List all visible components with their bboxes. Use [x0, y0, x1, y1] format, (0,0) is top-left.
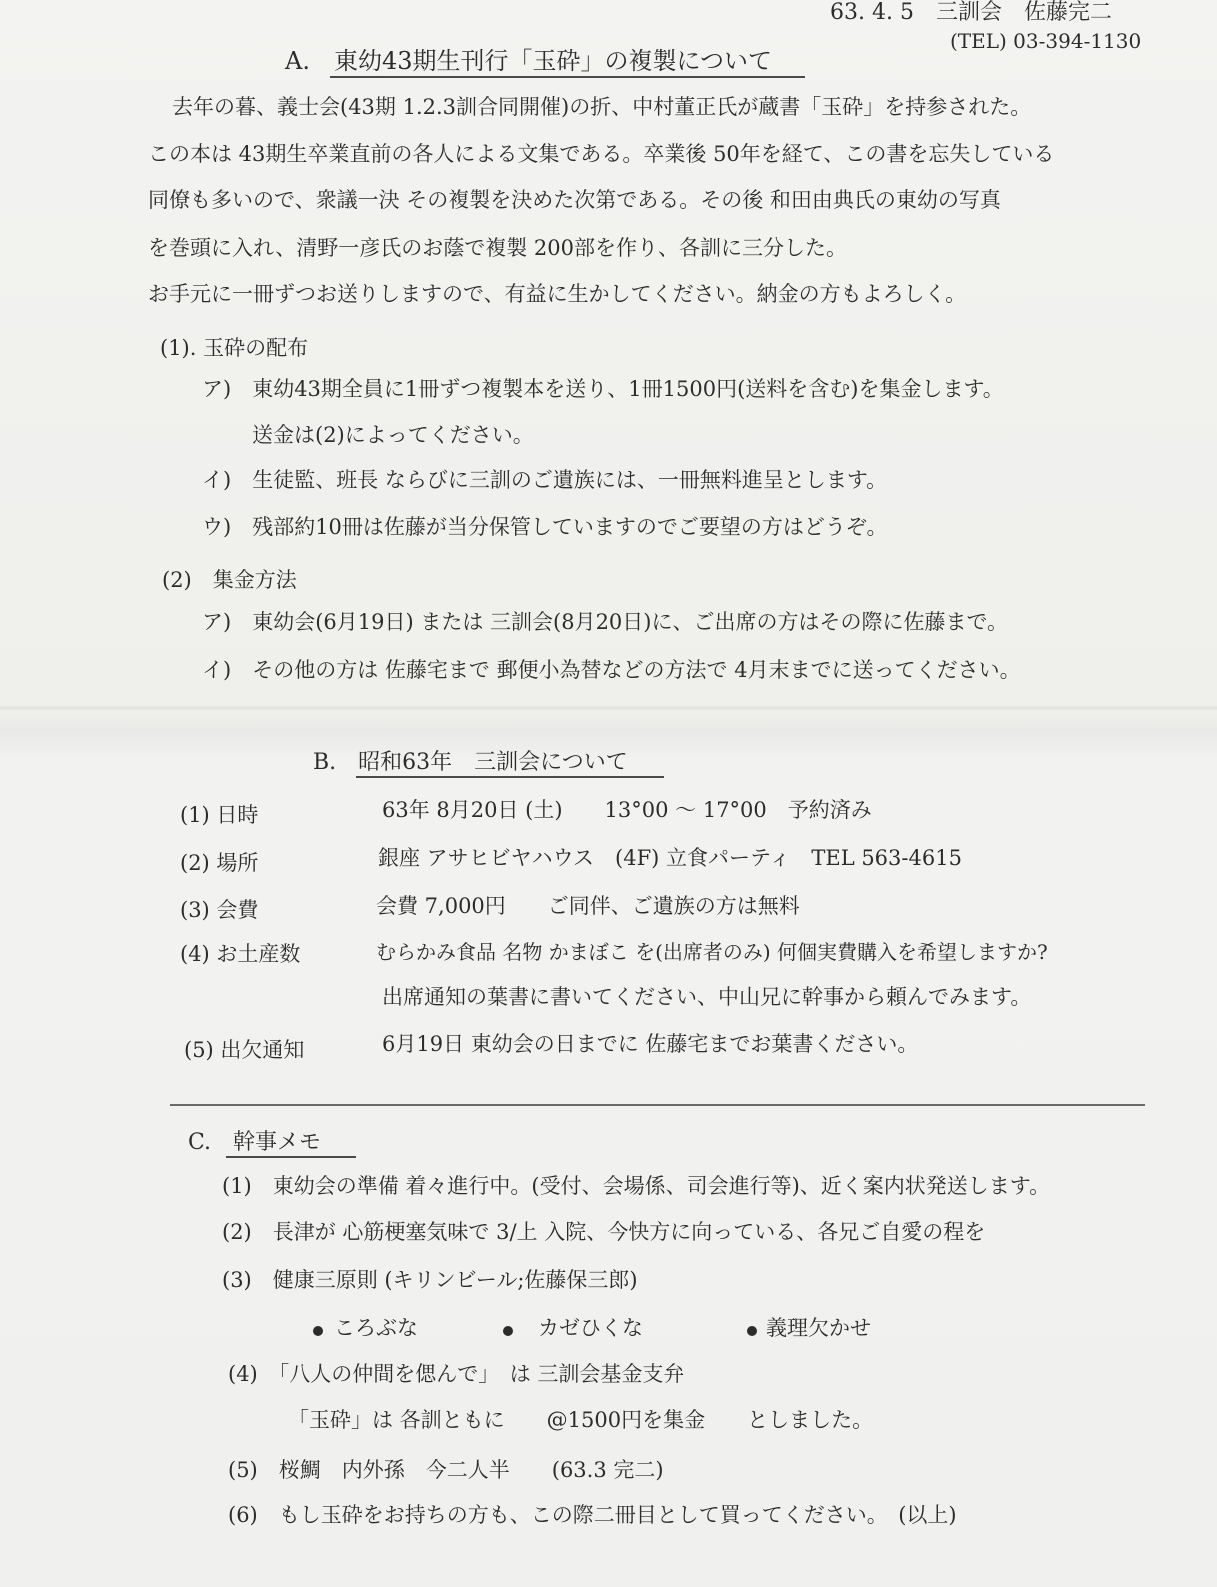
- section-a-sub1-item-a-cont: 送金は(2)によってください。: [252, 423, 534, 447]
- bullet-icon: [313, 1326, 323, 1336]
- section-b-row-label: (1) 日時: [180, 803, 259, 827]
- header-tel: (TEL) 03-394-1130: [950, 29, 1142, 53]
- section-a-sub1-heading: (1). 玉砕の配布: [160, 336, 309, 360]
- section-a-sub2-item-b: イ) その他の方は 佐藤宅まで 郵便小為替などの方法で 4月末までに送ってください。: [202, 658, 1021, 682]
- section-c-item: (1) 東幼会の準備 着々進行中。(受付、会場係、司会進行等)、近く案内状発送します。: [222, 1174, 1051, 1198]
- section-c-item: (6) もし玉砕をお持ちの方も、この際二冊目として買ってください。 (以上): [228, 1503, 957, 1527]
- section-b-row-value: むらかみ食品 名物 かまぼこ を(出席者のみ) 何個実費購入を希望しますか?: [376, 940, 1048, 964]
- section-b-row-label: (5) 出欠通知: [184, 1038, 305, 1062]
- section-c-item: (2) 長津が 心筋梗塞気味で 3/上 入院、今快方に向っている、各兄ご自愛の程を: [222, 1220, 986, 1244]
- section-a-paragraph-line: この本は 43期生卒業直前の各人による文集である。卒業後 50年を経て、この書を忘失している: [148, 142, 1055, 166]
- section-b-row-value: 会費 7,000円 ご同伴、ご遺族の方は無料: [376, 894, 800, 918]
- section-b-row-label: (4) お土産数: [180, 942, 301, 966]
- section-a-paragraph-line: 去年の暮、義士会(43期 1.2.3訓合同開催)の折、中村董正氏が蔵書「玉砕」を持参された。: [172, 95, 1032, 119]
- section-a-title: A. 東幼43期生刊行「玉砕」の複製について: [285, 47, 773, 75]
- section-divider: [170, 1104, 1145, 1106]
- section-c-bullet-text: 義理欠かせ: [766, 1316, 871, 1340]
- section-b-row-value: 63年 8月20日 (土) 13°00 ～ 17°00 予約済み: [382, 798, 872, 822]
- paper-fold-line: [0, 705, 1217, 711]
- section-a-sub1-item-b: イ) 生徒監、班長 ならびに三訓のご遺族には、一冊無料進呈とします。: [202, 468, 888, 492]
- section-a-sub1-item-a: ア) 東幼43期全員に1冊ずつ複製本を送り、1冊1500円(送料を含む)を集金します。: [202, 377, 1004, 401]
- section-a-paragraph-line: お手元に一冊ずつお送りしますので、有益に生かしてください。納金の方もよろしく。: [148, 282, 967, 306]
- section-c-title: C. 幹事メモ: [188, 1130, 322, 1155]
- section-c-item: (4) 「八人の仲間を偲んで」 は 三訓会基金支弁: [228, 1362, 685, 1386]
- section-b-title-underline: [356, 776, 664, 778]
- section-c-item: (5) 桜鯛 内外孫 今二人半 (63.3 完二): [228, 1458, 664, 1482]
- section-a-paragraph-line: を巻頭に入れ、清野一彦氏のお蔭で複製 200部を作り、各訓に三分した。: [148, 236, 848, 260]
- bullet-icon: [747, 1326, 757, 1336]
- header-date-author: 63. 4. 5 三訓会 佐藤完二: [830, 0, 1112, 25]
- section-b-title: B. 昭和63年 三訓会について: [313, 750, 628, 775]
- section-b-row-value: 6月19日 東幼会の日までに 佐藤宅までお葉書ください。: [382, 1032, 919, 1056]
- section-b-row-label: (2) 場所: [180, 851, 259, 875]
- bullet-icon: [503, 1326, 513, 1336]
- section-c-bullet-text: ころぶな: [334, 1316, 418, 1340]
- section-a-sub2-item-a: ア) 東幼会(6月19日) または 三訓会(8月20日)に、ご出席の方はその際に佐藤まで。: [202, 610, 1009, 634]
- section-a-paragraph-line: 同僚も多いので、衆議一決 その複製を決めた次第である。その後 和田由典氏の東幼の写真: [148, 188, 1001, 212]
- section-a-sub2-heading: (2) 集金方法: [162, 568, 297, 592]
- section-c-item: (3) 健康三原則 (キリンビール;佐藤保三郎): [222, 1268, 638, 1292]
- section-b-row-label: (3) 会費: [180, 898, 259, 922]
- section-a-sub1-item-c: ウ) 残部約10冊は佐藤が当分保管していますのでご要望の方はどうぞ。: [202, 515, 888, 539]
- section-b-row-value-cont: 出席通知の葉書に書いてください、中山兄に幹事から頼んでみます。: [382, 985, 1032, 1009]
- section-c-bullet-text: カゼひくな: [538, 1316, 643, 1340]
- section-b-row-value: 銀座 アサヒビヤハウス (4F) 立食パーティ TEL 563-4615: [378, 846, 962, 870]
- section-c-title-underline: [226, 1156, 356, 1158]
- section-a-title-underline: [330, 76, 805, 78]
- section-c-item-cont: 「玉砕」は 各訓ともに @1500円を集金 としました。: [288, 1408, 874, 1432]
